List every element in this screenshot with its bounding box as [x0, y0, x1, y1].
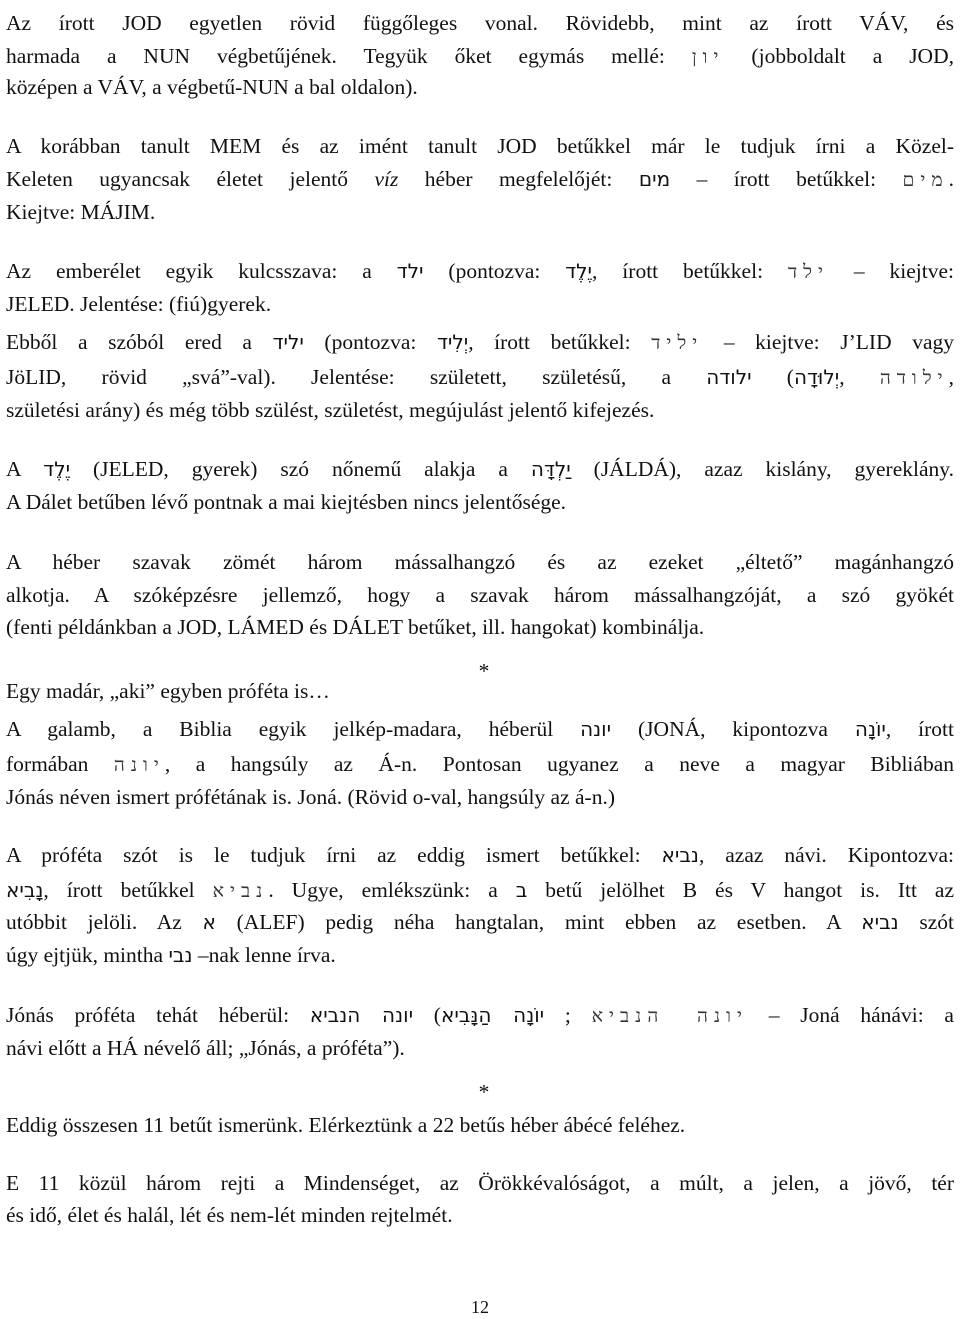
text-line: [6, 289, 954, 319]
text-run: – kiejtve: J’LID vagy: [703, 330, 954, 354]
hebrew-word: נביא: [661, 843, 699, 867]
text-run: úgy ejtjük, mintha: [6, 943, 169, 967]
text-run: , írott betűkkel:: [592, 259, 788, 283]
hebrew-word: יוֹנָה: [854, 717, 886, 741]
text-run: (ALEF) pedig néha hangtalan, mint ebben az esetben. A: [215, 910, 862, 934]
text-line: [6, 454, 954, 484]
text-run: Az emberélet egyik kulcsszava: a: [6, 259, 397, 283]
text-run: Egy madár, „aki” egyben próféta is…: [6, 679, 330, 703]
section-separator: *: [478, 1080, 490, 1104]
text-run: héber megfelelőjét:: [398, 167, 639, 191]
text-run: Kiejtve: MÁJIM.: [6, 200, 156, 224]
italic-word: víz: [374, 167, 399, 191]
text-run: utóbbit jelöli. Az: [6, 910, 203, 934]
text-run: ;: [544, 1003, 592, 1027]
text-run: (: [751, 365, 794, 389]
text-run: Az írott JOD egyetlen rövid függőleges vonal. Rövidebb, mint az írott VÁV, és: [6, 11, 954, 35]
text-line: [6, 676, 954, 706]
text-run: (fenti példánkban a JOD, LÁMED és DÁLET betűket, ill. hangokat) kombinálja.: [6, 615, 705, 639]
text-line: [6, 1168, 954, 1198]
text-run: návi előtt a HÁ névelő áll; „Jónás, a próféta”).: [6, 1036, 405, 1060]
hebrew-word: ילד: [396, 259, 424, 283]
text-run: középen a VÁV, a végbetű-NUN a bal oldalon).: [6, 75, 418, 99]
text-run: (JONÁ, kipontozva: [611, 717, 855, 741]
section-separator: *: [478, 659, 490, 683]
text-line: [6, 1000, 954, 1030]
hebrew-written-letters: יליד: [651, 332, 704, 354]
hebrew-written-letters: יונה: [113, 754, 165, 776]
text-line: [6, 8, 954, 38]
text-line: [6, 1033, 954, 1063]
text-run: A héber szavak zömét három mássalhangzó és az ezeket „éltető” magánhangzó: [6, 550, 954, 574]
hebrew-written-letters: ילודה: [879, 367, 949, 389]
text-run: . Ugye, emlékszünk: a: [268, 878, 516, 902]
text-line: [6, 1110, 954, 1140]
hebrew-word: נביא: [861, 910, 899, 934]
text-run: (: [413, 1003, 441, 1027]
text-run: és idő, élet és halál, lét és nem-lét minden rejtelmét.: [6, 1203, 453, 1227]
hebrew-word: יוֹנָה הַנָּבִיא: [440, 1003, 545, 1027]
text-run: (jobboldalt a JOD,: [724, 44, 954, 68]
hebrew-written-letters: יונה הנביא: [591, 1005, 749, 1027]
hebrew-written-letters: מים: [902, 169, 949, 191]
hebrew-written-letters: יון: [691, 46, 725, 68]
text-line: [6, 395, 954, 425]
text-run: , írott betűkkel: [43, 878, 213, 902]
hebrew-word: נבי: [168, 943, 193, 967]
text-run: születési arány) és még több szülést, születést, megújulást jelentő kifejezés.: [6, 398, 655, 422]
hebrew-word: א: [202, 910, 216, 934]
text-run: (JÁLDÁ), azaz kislány, gyereklány.: [570, 457, 954, 481]
text-run: Eddig összesen 11 betűt ismerünk. Elérkeztünk a 22 betűs héber ábécé feléhez.: [6, 1113, 686, 1137]
text-line: [6, 840, 954, 870]
page-number: 12: [471, 1297, 489, 1317]
text-run: –nak lenne írva.: [192, 943, 336, 967]
text-run: harmada a NUN végbetűjének. Tegyük őket egymás mellé:: [6, 44, 692, 68]
text-run: , írott betűkkel:: [468, 330, 652, 354]
text-line: [6, 714, 954, 744]
text-line: [6, 547, 954, 577]
hebrew-word: ילודה: [706, 365, 752, 389]
text-line: [6, 907, 954, 937]
text-run: , írott: [885, 717, 954, 741]
text-run: – írott betűkkel:: [670, 167, 903, 191]
text-run: A: [6, 457, 44, 481]
text-line: [6, 940, 954, 970]
text-line: [6, 197, 954, 227]
text-run: JöLID, rövid „svá”-val). Jelentése: született, születésű, a: [6, 365, 707, 389]
text-line: [6, 875, 954, 905]
hebrew-word: מים: [638, 167, 671, 191]
hebrew-word: יליד: [272, 330, 304, 354]
text-run: Jónás próféta tehát héberül:: [6, 1003, 310, 1027]
hebrew-written-letters: ילד: [787, 261, 829, 283]
text-run: ,: [948, 365, 954, 389]
text-run: (JELED, gyerek) szó nőnemű alakja a: [70, 457, 531, 481]
hebrew-word: יַלְדָּה: [530, 457, 571, 481]
text-run: (pontozva:: [303, 330, 437, 354]
hebrew-word: ב: [515, 878, 528, 902]
text-line: [6, 256, 954, 286]
text-run: Keleten ugyancsak életet jelentő: [6, 167, 375, 191]
text-run: – Joná hánávi: a: [748, 1003, 954, 1027]
hebrew-word: יֶלֶד: [565, 259, 593, 283]
hebrew-word: יונה הנביא: [309, 1003, 414, 1027]
text-run: A próféta szót is le tudjuk írni az eddig ismert betűkkel:: [6, 843, 662, 867]
text-line: [6, 487, 954, 517]
text-run: szót: [898, 910, 954, 934]
text-run: Jónás néven ismert prófétának is. Joná. (Rövid o-val, hangsúly az á-n.): [6, 785, 616, 809]
text-line: [6, 41, 954, 71]
text-run: E 11 közül három rejti a Mindenséget, az Örökkévalóságot, a múlt, a jelen, a jövő, tér: [6, 1171, 954, 1195]
text-run: .: [948, 167, 954, 191]
text-line: [6, 362, 954, 392]
text-run: Ebből a szóból ered a: [6, 330, 273, 354]
text-run: A galamb, a Biblia egyik jelkép-madara, héberül: [6, 717, 581, 741]
text-line: [6, 164, 954, 194]
text-run: , a hangsúly az Á-n. Pontosan ugyanez a neve a magyar Bibliában: [164, 752, 954, 776]
text-run: JELED. Jelentése: (fiú)gyerek.: [6, 292, 272, 316]
text-line: [6, 749, 954, 779]
text-line: [6, 580, 954, 610]
hebrew-written-letters: נביא: [212, 880, 269, 902]
text-line: [6, 327, 954, 357]
text-run: ,: [839, 365, 880, 389]
text-line: [6, 782, 954, 812]
text-line: [6, 131, 954, 161]
hebrew-word: יונה: [580, 717, 612, 741]
text-run: betű jelölhet B és V hangot is. Itt az: [527, 878, 954, 902]
text-run: (pontozva:: [423, 259, 566, 283]
text-run: formában: [6, 752, 114, 776]
text-line: [6, 1200, 954, 1230]
text-run: – kiejtve:: [828, 259, 954, 283]
text-run: A Dálet betűben lévő pontnak a mai kiejtésben nincs jelentősége.: [6, 490, 567, 514]
hebrew-word: נָבִיא: [6, 878, 44, 902]
hebrew-word: יְלִיד: [436, 330, 469, 354]
text-line: [6, 72, 954, 102]
text-run: alkotja. A szóképzésre jellemző, hogy a szavak három mássalhangzóját, a szó gyökét: [6, 583, 954, 607]
text-run: , azaz návi. Kipontozva:: [698, 843, 954, 867]
hebrew-word: יֶלֶד: [43, 457, 71, 481]
hebrew-word: יְלוּדָה: [793, 365, 840, 389]
text-line: [6, 612, 954, 642]
text-run: A korábban tanult MEM és az imént tanult JOD betűkkel már le tudjuk írni a Közel-: [6, 134, 954, 158]
